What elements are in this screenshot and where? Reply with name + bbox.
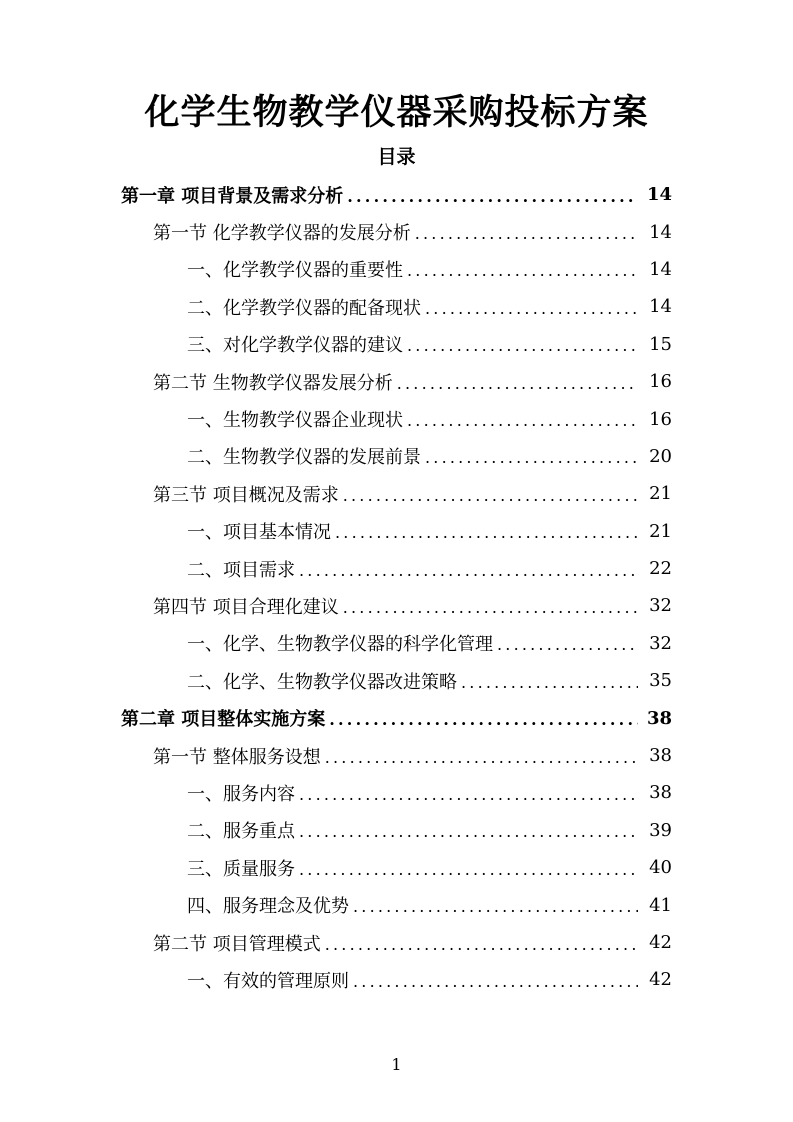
toc-section-entry[interactable]	[0, 213, 793, 250]
toc-subsection-entry[interactable]	[0, 438, 793, 475]
toc-dot-leader	[335, 523, 638, 542]
toc-dot-leader	[425, 448, 638, 467]
toc-subsection-entry[interactable]	[0, 774, 793, 811]
toc-entry-page: 21	[649, 483, 672, 505]
toc-entry-page: 16	[649, 408, 672, 430]
toc-entry-text: 第四节 项目合理化建议	[153, 596, 339, 618]
toc-subsection-entry[interactable]	[0, 513, 793, 550]
toc-dot-leader	[343, 598, 638, 617]
toc-dot-leader	[343, 486, 638, 505]
toc-section-entry[interactable]	[0, 737, 793, 774]
toc-entry-text: 一、服务内容	[187, 783, 295, 805]
toc-chapter-entry[interactable]	[0, 699, 793, 736]
toc-entry-page: 40	[649, 857, 672, 879]
toc-dot-leader	[425, 299, 638, 318]
toc-subsection-entry[interactable]	[0, 288, 793, 325]
toc-dot-leader	[325, 748, 638, 767]
toc-entry-page: 14	[649, 296, 672, 318]
toc-entry-text: 三、质量服务	[187, 858, 295, 880]
toc-dot-leader	[415, 224, 638, 243]
toc-entry-page: 14	[646, 184, 672, 206]
toc-dot-leader	[299, 785, 638, 804]
toc-entry-text: 第二节 生物教学仪器发展分析	[153, 372, 393, 394]
toc-entry-text: 四、服务理念及优势	[187, 896, 349, 918]
toc-entry-text: 第一节 化学教学仪器的发展分析	[153, 223, 411, 245]
toc-entry-text: 第二节 项目管理模式	[153, 933, 321, 955]
toc-entry-text: 二、服务重点	[187, 821, 295, 843]
toc-entry-page: 42	[649, 969, 672, 991]
toc-subsection-entry[interactable]	[0, 849, 793, 886]
toc-entry-text: 二、化学教学仪器的配备现状	[187, 297, 421, 319]
toc-entry-text: 第一节 整体服务设想	[153, 746, 321, 768]
toc-subsection-entry[interactable]	[0, 886, 793, 923]
toc-entry-page: 35	[649, 670, 672, 692]
page-number: 1	[391, 1055, 402, 1074]
toc-section-entry[interactable]	[0, 475, 793, 512]
toc-entry-page: 14	[649, 221, 672, 243]
toc-subsection-entry[interactable]	[0, 812, 793, 849]
toc-dot-leader	[299, 561, 638, 580]
toc-entry-text: 二、项目需求	[187, 559, 295, 581]
toc-entry-page: 42	[649, 932, 672, 953]
toc-entry-page: 22	[649, 558, 672, 580]
toc-entry-page: 14	[649, 258, 672, 280]
toc-entry-text: 二、化学、生物教学仪器改进策略	[187, 671, 457, 693]
toc-dot-leader	[325, 935, 638, 954]
toc-entry-page: 21	[649, 520, 672, 542]
toc-dot-leader	[299, 822, 638, 841]
toc-dot-leader	[461, 673, 638, 692]
toc-subsection-entry[interactable]	[0, 326, 793, 363]
toc-entry-text: 第二章 项目整体实施方案	[121, 709, 326, 731]
toc-entry-text: 二、生物教学仪器的发展前景	[187, 447, 421, 469]
toc-subsection-entry[interactable]	[0, 251, 793, 288]
table-of-contents	[0, 176, 793, 999]
toc-entry-page: 38	[646, 707, 672, 729]
toc-section-entry[interactable]	[0, 587, 793, 624]
document-title: 化学生物教学仪器采购投标方案	[144, 92, 649, 133]
toc-entry-text: 一、生物教学仪器企业现状	[187, 410, 403, 432]
toc-subsection-entry[interactable]	[0, 662, 793, 699]
toc-entry-page: 15	[649, 333, 672, 355]
toc-section-entry[interactable]	[0, 363, 793, 400]
toc-entry-text: 三、对化学教学仪器的建议	[187, 335, 403, 357]
toc-entry-page: 20	[649, 445, 672, 467]
toc-dot-leader	[299, 860, 638, 879]
toc-section-entry[interactable]	[0, 924, 793, 961]
toc-entry-page: 38	[649, 745, 672, 767]
toc-dot-leader	[497, 635, 638, 654]
toc-dot-leader	[353, 972, 638, 991]
toc-entry-page: 38	[649, 782, 672, 804]
toc-dot-leader	[329, 710, 638, 729]
toc-entry-text: 第一章 项目背景及需求分析	[121, 185, 344, 207]
toc-entry-page: 16	[649, 371, 672, 393]
toc-dot-leader	[407, 336, 638, 355]
toc-entry-text: 一、化学教学仪器的重要性	[187, 260, 403, 282]
toc-dot-leader	[347, 187, 638, 206]
toc-dot-leader	[353, 897, 638, 916]
toc-entry-page: 32	[649, 595, 672, 617]
toc-subsection-entry[interactable]	[0, 961, 793, 998]
toc-dot-leader	[407, 411, 638, 430]
toc-subsection-entry[interactable]	[0, 550, 793, 587]
toc-chapter-entry[interactable]	[0, 176, 793, 213]
toc-entry-text: 一、项目基本情况	[187, 522, 331, 544]
toc-entry-text: 一、有效的管理原则	[187, 970, 349, 992]
toc-dot-leader	[397, 374, 638, 393]
toc-heading: 目录	[377, 146, 416, 168]
toc-entry-page: 39	[649, 819, 672, 841]
toc-entry-page: 41	[649, 894, 672, 916]
toc-entry-text: 一、化学、生物教学仪器的科学化管理	[187, 634, 493, 656]
toc-subsection-entry[interactable]	[0, 625, 793, 662]
toc-subsection-entry[interactable]	[0, 400, 793, 437]
toc-dot-leader	[407, 261, 638, 280]
toc-entry-text: 第三节 项目概况及需求	[153, 484, 339, 506]
toc-entry-page: 32	[649, 632, 672, 654]
